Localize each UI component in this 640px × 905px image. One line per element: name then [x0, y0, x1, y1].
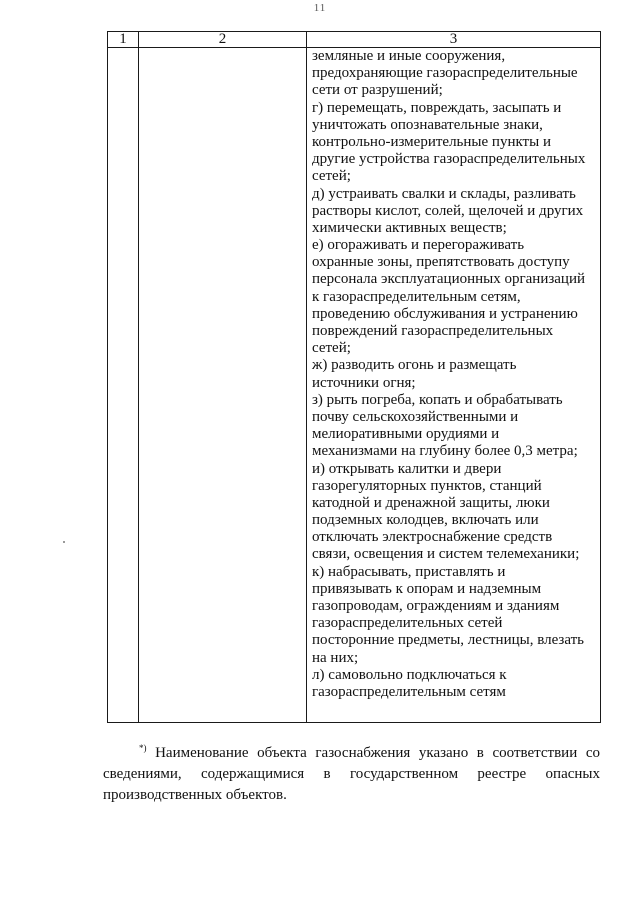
- text-line: газорегуляторных пунктов, станций: [312, 477, 542, 494]
- text-line: к) набрасывать, приставлять и: [312, 563, 506, 580]
- text-line: механизмами на глубину более 0,3 метра;: [312, 443, 578, 460]
- text-line: подземных колодцев, включать или: [312, 512, 539, 529]
- text-line: химически активных веществ;: [312, 219, 507, 236]
- text-line: предохраняющие газораспределительные: [312, 65, 578, 82]
- page-number: 11: [313, 2, 327, 14]
- text-line: охранные зоны, препятствовать доступу: [312, 254, 570, 271]
- text-line: и) открывать калитки и двери: [312, 460, 502, 477]
- text-line: проведению обслуживания и устранению: [312, 305, 578, 322]
- text-line: з) рыть погреба, копать и обрабатывать: [312, 391, 563, 408]
- text-line: повреждений газораспределительных: [312, 323, 554, 339]
- footnote-marker: *): [139, 743, 147, 753]
- text-line: газопроводам, ограждениям и зданиям: [312, 598, 560, 614]
- text-line: привязывать к опорам и надземным: [312, 580, 542, 597]
- text-line: посторонние предметы, лестницы, влезать: [312, 632, 584, 649]
- footnote-line: [103, 743, 600, 764]
- text-line: земляные и иные сооружения,: [312, 48, 506, 64]
- footnote-line: производственных объектов.: [103, 787, 287, 803]
- text-line: персонала эксплуатационных организаций: [312, 271, 586, 288]
- text-line: газораспределительных сетей: [312, 615, 503, 632]
- text-line: на них;: [312, 649, 359, 666]
- text-line: д) устраивать свалки и склады, разливать: [312, 185, 576, 202]
- footnote-line: сведениями, содержащимися в государственном реестре опасных: [103, 766, 600, 782]
- text-line: сетей;: [312, 340, 351, 357]
- text-line: контрольно-измерительные пункты и: [312, 133, 551, 150]
- text-line: к газораспределительным сетям,: [312, 288, 521, 305]
- text-line: почву сельскохозяйственными и: [312, 408, 519, 425]
- text-line: катодной и дренажной защиты, люки: [312, 494, 550, 511]
- text-line: газораспределительным сетям: [312, 683, 506, 700]
- table-row: [108, 48, 601, 723]
- table-cell-1: [108, 48, 139, 723]
- text-line: сетей;: [312, 168, 351, 185]
- text-line: сети от разрушений;: [312, 82, 443, 99]
- prohibited-actions-list: [307, 48, 600, 701]
- text-line: связи, освещения и систем телемеханики;: [312, 546, 580, 563]
- scan-speck: [63, 541, 65, 543]
- document-table: [107, 31, 601, 723]
- text-line: растворы кислот, солей, щелочей и других: [312, 202, 584, 219]
- text-line: ж) разводить огонь и размещать: [312, 357, 517, 374]
- text-line: г) перемещать, повреждать, засыпать и: [312, 99, 562, 116]
- column-header-1: 1: [108, 32, 139, 48]
- table-header-row: [108, 32, 601, 48]
- text-line: мелиоративными орудиями и: [312, 426, 500, 443]
- footnote-text: Наименование объекта газоснабжения указано в соответствии со: [155, 745, 600, 761]
- text-line: источники огня;: [312, 374, 416, 391]
- text-line: уничтожать опознавательные знаки,: [312, 116, 543, 133]
- table-cell-3: [307, 48, 601, 723]
- text-line: л) самовольно подключаться к: [312, 666, 507, 683]
- text-line: другие устройства газораспределительных: [312, 151, 586, 168]
- table-cell-2: [139, 48, 307, 723]
- footnote: [103, 743, 600, 806]
- text-line: отключать электроснабжение средств: [312, 529, 553, 546]
- column-header-3: 3: [307, 32, 601, 48]
- column-header-2: 2: [139, 32, 307, 48]
- text-line: е) огораживать и перегораживать: [312, 237, 525, 254]
